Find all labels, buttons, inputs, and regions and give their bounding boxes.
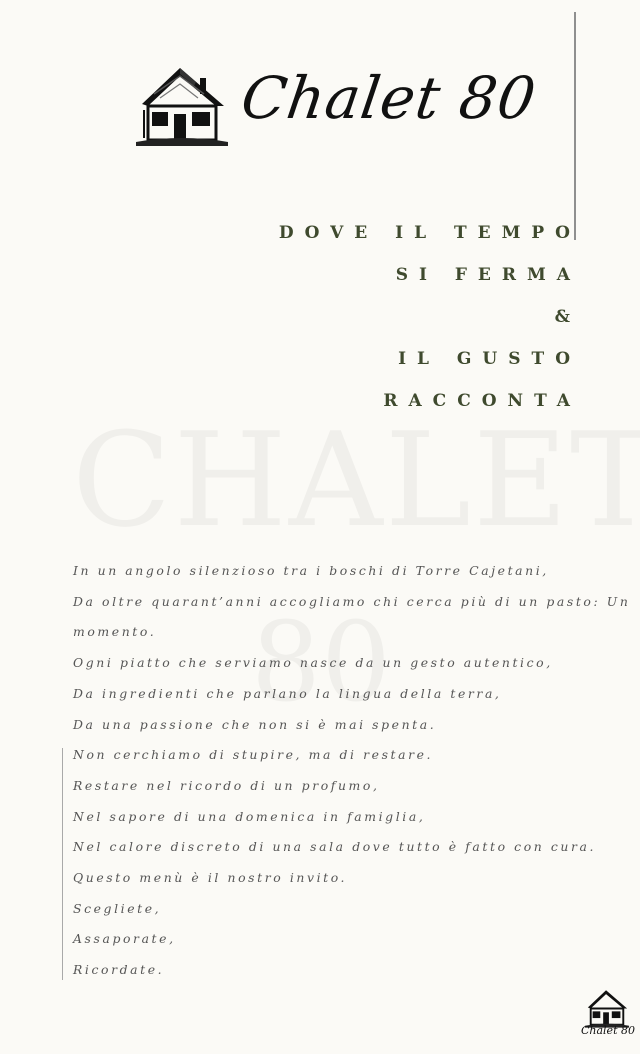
brand-logo	[134, 62, 541, 152]
watermark-chalet	[72, 404, 572, 556]
intro-text	[73, 556, 631, 986]
intro-line: Restare nel ricordo di un profumo,	[73, 777, 380, 793]
intro-line: In un angolo silenzioso tra i boschi di Torre Cajetani,	[73, 563, 549, 578]
footer-brand-name: Chalet 80	[580, 1024, 635, 1037]
tagline-line-5: RACCONTA	[383, 391, 581, 411]
brand-name: Chalet 80	[237, 64, 541, 132]
tagline-line-2: SI FERMA	[395, 265, 581, 285]
tagline-line-4: IL GUSTO	[398, 349, 581, 369]
intro-line: momento.	[73, 624, 157, 640]
intro-line: Da ingredienti che parlano la lingua della terra,	[73, 685, 502, 701]
chalet-house-small-icon	[584, 988, 630, 1028]
intro-line: Ogni piatto che serviamo nasce da un gesto autentico,	[73, 655, 553, 671]
intro-line: Da una passione che non si è mai spenta.	[73, 716, 437, 732]
intro-line: Non cerchiamo di stupire, ma di restare.	[73, 747, 434, 763]
tagline-line-3: &	[554, 307, 581, 327]
top-vertical-rule	[574, 12, 576, 240]
chalet-house-icon	[134, 64, 230, 146]
intro-line: Scegliete,	[73, 900, 162, 916]
intro-line: Nel calore discreto di una sala dove tutto è fatto con cura.	[73, 839, 597, 855]
intro-line: Ricordate.	[73, 962, 165, 978]
intro-line: Da oltre quarant’anni accogliamo chi cerca più di un pasto: Un	[73, 593, 631, 609]
tagline	[278, 212, 581, 422]
tagline-line-1: DOVE IL TEMPO	[278, 223, 581, 243]
intro-line: Nel sapore di una domenica in famiglia,	[73, 808, 426, 824]
intro-line: Assaporate,	[73, 931, 176, 947]
intro-line: Questo menù è il nostro invito.	[73, 870, 348, 886]
footer-logo	[578, 988, 634, 1048]
body-vertical-rule	[62, 748, 63, 980]
